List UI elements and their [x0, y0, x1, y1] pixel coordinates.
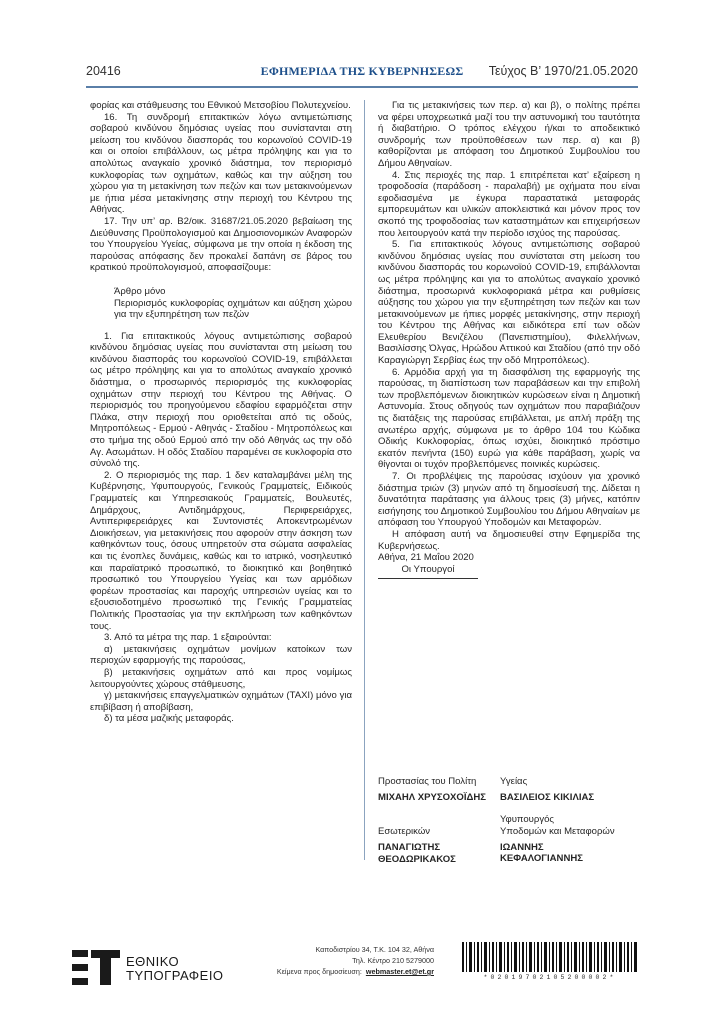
barcode	[460, 942, 640, 980]
issue-number: Τεύχος Β’ 1970/21.05.2020	[488, 64, 638, 78]
article-paragraph-6: 6. Αρμόδια αρχή για τη διασφάλιση της εφαρμογής της παρούσας, τη διαπίστωση των παραβάσεων και την επιβολή των προβλεπόμενων διοικητικών κυρώσεων είναι η Δημοτική Αστυνομία. Στους οδηγούς των οχημάτων που παραβιάζουν τις διατάξεις της παρούσας επιβάλλεται, με απλή πράξη της ανωτέρω αρχής, σύμφωνα με το άρθρο 104 του Κώδικα Οδικής Κυκλοφορίας, όπως ισχύει, διοικητικό πρόστιμο εκατόν πενήντα (150) ευρώ για κάθε παράβαση, χωρίς να θίγονται οι τυχόν προβλεπόμενες ποινικές κυρώσεις.	[378, 366, 640, 471]
email-link[interactable]: webmaster.et@et.gr	[365, 967, 434, 976]
article-paragraph-7: 7. Οι προβλέψεις της παρούσας ισχύουν για χρονικό διάστημα τριών (3) μηνών από τη δημοσίευσή της. Δίδεται η δυνατότητα παράτασης για άλλους τρεις (3) μήνες, κατόπιν εισήγησης του Δημοτικού Συμβουλίου του Δήμου Αθηναίων με απόφαση του Υπουργού Υποδομών και Μεταφορών.	[378, 471, 640, 529]
et-logo-icon	[72, 950, 120, 986]
paragraph-16: 16. Τη συνδρομή επιτακτικών λόγω αντιμετώπισης σοβαρού κινδύνου δημόσιας υγείας που συνίστανται στη μείωση του κινδύνου διασποράς του κορωνοϊού COVID-19 και οι οποίοι επιβάλλουν, ως μέτρα πρόληψης και για το απολύτως αναγκαίο χρονικό διάστημα, τον περιορισμό κυκλοφορίας των οχημάτων, καθώς και την αύξηση του χώρου για τη μετακίνηση των πεζών και των μετακινούμενων με ήπια μέσα μετακίνησης στην περιοχή του Κέντρου της Αθήνας.	[90, 111, 352, 216]
article-paragraph-3: 3. Από τα μέτρα της παρ. 1 εξαιρούνται:	[104, 632, 272, 644]
minister-name: ΠΑΝΑΓΙΩΤΗΣ ΘΕΟΔΩΡΙΚΑΚΟΣ	[378, 841, 456, 865]
page-footer	[0, 930, 724, 1000]
exception-c: γ) μετακινήσεις επαγγελματικών οχημάτων (TAXI) μόνο για επιβίβαση ή αποβίβαση,	[90, 690, 352, 713]
exception-b: β) μετακινήσεις οχημάτων από και προς νομίμως λειτουργούντες χώρους στάθμευσης,	[90, 666, 352, 690]
national-printing-office-logo	[72, 950, 224, 990]
minister-name: ΒΑΣΙΛΕΙΟΣ ΚΙΚΙΛΙΑΣ	[500, 791, 595, 803]
signature-civil-protection	[378, 776, 518, 804]
contact-info	[277, 944, 434, 977]
minister-role: Υποδομών και Μεταφορών	[500, 825, 615, 837]
paragraph-id-requirement: Για τις μετακινήσεις των περ. α) και β), ο πολίτης πρέπει να φέρει υποχρεωτικά μαζί του την αστυνομική του ταυτότητα ή διαβατήριο. Ο τρόπος ελέγχου ή/και το αποδεικτικό συνδρομής των προϋποθέσεων των περ. α) και β) καθορίζονται με απόφαση του Δημοτικού Συμβουλίου του Δήμου Αθηναίων.	[378, 100, 640, 169]
article-heading: Άρθρο μόνο	[114, 285, 166, 297]
logo-line-2: ΤΥΠΟΓΡΑΦΕΙΟ	[126, 968, 224, 983]
paragraph-17: 17. Την υπ’ αρ. Β2/οικ. 31687/21.05.2020 βεβαίωση της Διεύθυνσης Προϋπολογισμού και Δημοσιονομικών Αναφορών του Υπουργείου Υγείας, σύμφωνα με την οποία η έκδοση της παρούσας απόφασης δεν προκαλεί δαπάνη σε βάρος του κρατικού προϋπολογισμού, αποφασίζουμε:	[90, 215, 352, 274]
exception-a: α) μετακινήσεις οχημάτων μονίμων κατοίκων των περιοχών εφαρμογής της παρούσας,	[90, 643, 352, 667]
signature-infrastructure	[500, 814, 660, 865]
page-number: 20416	[86, 64, 121, 78]
signature-interior	[378, 826, 518, 865]
publication-order: Η απόφαση αυτή να δημοσιευθεί στην Εφημερίδα της Κυβερνήσεως.	[378, 528, 640, 552]
gazette-title: ΕΦΗΜΕΡΙΔΑ ΤΗΣ ΚΥΒΕΡΝΗΣΕΩΣ	[260, 64, 464, 78]
address: Καποδιστρίου 34, Τ.Κ. 104 32, Αθήνα	[315, 945, 434, 954]
header-divider	[86, 86, 638, 88]
minister-role: Υγείας	[500, 776, 528, 787]
minister-role: Εσωτερικών	[378, 826, 431, 837]
minister-name: ΜΙΧΑΗΛ ΧΡΥΣΟΧΟΪΔΗΣ	[378, 791, 486, 803]
exception-d: δ) τα μέσα μαζικής μεταφοράς.	[104, 713, 234, 725]
signing-date: Αθήνα, 21 Μαΐου 2020	[378, 552, 474, 564]
minister-role: Προστασίας του Πολίτη	[378, 776, 477, 787]
left-column	[90, 100, 352, 725]
article-heading-block	[114, 286, 352, 321]
page-header	[86, 60, 638, 84]
barcode-digits: *02019702105200002*	[483, 974, 617, 981]
article-paragraph-4: 4. Στις περιοχές της παρ. 1 επιτρέπεται κατ’ εξαίρεση η τροφοδοσία (παράδοση - παραλαβή) με οχήματα που είναι εφοδιασμένα με έγκυρα παραστατικά μεταφοράς εμπορευμάτων και υλικών αποκλειστικά και μόνον προς τον σκοπό της τροφοδοσίας των καταστημάτων και επιχειρήσεων που λειτουργούν κατά την περίοδο ισχύος της παρούσας.	[378, 169, 640, 239]
article-paragraph-1: 1. Για επιτακτικούς λόγους αντιμετώπισης σοβαρού κινδύνου δημόσιας υγείας που συνίστανται στη μείωση του κινδύνου διασποράς του κορωνοϊού COVID-19, επιβάλλεται ως μέτρο πρόληψης και για το απολύτως αναγκαίο χρονικό διάστημα, ο προσωρινός περιορισμός της κυκλοφορίας οχημάτων στην περιοχή του Κέντρου της Αθήνας. Ο περιορισμός του προηγούμενου εδαφίου εφαρμόζεται στην Πλάκα, στην περιοχή που οριοθετείται από τις οδούς, Μητροπόλεως - Ερμού - Αθηνάς - Σταδίου - Μητροπόλεως και στο τμήμα της οδού Ερμού από την οδό Αθηνάς ως την οδό Αγ. Ασωμάτων. Η οδός Σταδίου παραμένει σε κυκλοφορία στο σύνολό της.	[90, 330, 352, 470]
deputy-minister-label: Υφυπουργός	[500, 814, 555, 825]
article-title: Περιορισμός κυκλοφορίας οχημάτων και αύξηση χώρου για την εξυπηρέτηση των πεζών	[114, 297, 352, 321]
logo-line-1: ΕΘΝΙΚΟ	[126, 954, 180, 969]
right-column	[378, 100, 640, 579]
submit-label: Κείμενα προς δημοσίευση:	[276, 967, 362, 976]
ministers-heading: Οι Υπουργοί	[378, 564, 478, 580]
signature-health	[500, 776, 640, 804]
article-paragraph-2: 2. Ο περιορισμός της παρ. 1 δεν καταλαμβάνει μέλη της Κυβέρνησης, Υφυπουργούς, Γενικούς Γραμματείς, Ειδικούς Γραμματείς και Υπηρεσιακούς Γραμματείς, Βουλευτές, Δημάρχους, Αντιδημάρχους, Περιφερειάρχες, Αντιπεριφερειάρχες και Συντονιστές Αποκεντρωμένων Διοικήσεων, για μετακινήσεις που αφορούν στην άσκηση των καθηκόντων τους, όσους υπηρετούν στα σώματα ασφαλείας και τις ένοπλες δυνάμεις, καθώς και το ιατρικό, νοσηλευτικό και παραϊατρικό προσωπικό, το διοικητικό και βοηθητικό προσωπικό του Υπουργείου Υγείας και των αρμόδιων φορέων προστασίας και παροχής υπηρεσιών υγείας και το εξουσιοδοτημένο προσωπικό της Γενικής Γραμματείας Πολιτικής Προστασίας για την εκπλήρωση των καθηκόντων τους.	[90, 469, 352, 632]
phone: Τηλ. Κέντρο 210 5279000	[352, 956, 434, 965]
article-paragraph-5: 5. Για επιτακτικούς λόγους αντιμετώπισης σοβαρού κινδύνου δημόσιας υγείας που συνίσταται στη μείωση του κινδύνου διασποράς του κορωνοϊού COVID-19, επιβάλλονται ως μέτρα πρόληψης και για το απολύτως αναγκαίο χρονικό διάστημα, προσωρινά κυκλοφοριακά μέτρα και ρυθμίσεις αύξησης του χώρου για την εξυπηρέτηση των πεζών και των μετακινούμενων με ήπιες μορφές μετακίνησης, στην περιοχή του Κέντρου της Αθήνας και ειδικότερα επί των οδών Ελευθερίου Βενιζέλου (Πανεπιστημίου), Φιλελλήνων, Βασιλίσσης Όλγας, Ηρώδου Αττικού και Σταδίου (από την οδό Καραγιώργη Σερβίας έως την οδό Μητροπόλεως).	[378, 239, 640, 367]
column-divider	[364, 100, 365, 860]
paragraph-continued: φορίας και στάθμευσης του Εθνικού Μετσοβίου Πολυτεχνείου.	[90, 100, 351, 111]
logo-text	[126, 955, 224, 983]
minister-name: ΙΩΑΝΝΗΣ ΚΕΦΑΛΟΓΙΑΝΝΗΣ	[500, 841, 583, 865]
barcode-icon	[460, 942, 640, 972]
